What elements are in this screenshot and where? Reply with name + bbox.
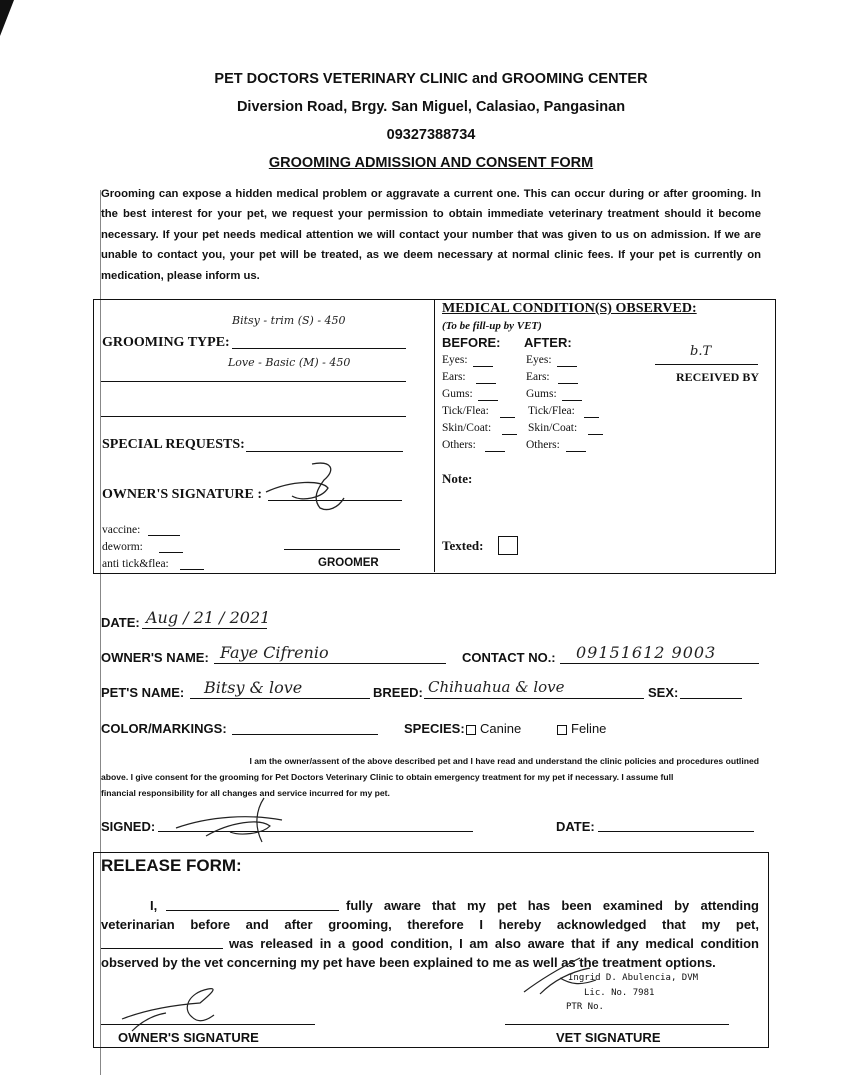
owner-signature-scribble: [262, 458, 362, 518]
after-tick: Tick/Flea:: [528, 405, 575, 417]
after-ears-line[interactable]: [558, 383, 578, 384]
note-label: Note:: [442, 471, 473, 486]
after-label: AFTER:: [524, 335, 572, 350]
clinic-name: PET DOCTORS VETERINARY CLINIC and GROOMING CENTER: [214, 71, 648, 87]
release-name-line[interactable]: [166, 910, 339, 911]
grooming-entry-2: Love - Basic (M) - 450: [228, 356, 351, 369]
vaccine-line[interactable]: [148, 535, 180, 536]
consent-line-2: above. I give consent for the grooming for Pet Doctors Veterinary Clinic to obtain emergency treatment for my pet if necessary. I assume full: [101, 772, 674, 782]
owner-signature-label: OWNER'S SIGNATURE :: [102, 487, 262, 502]
consent-line-3: financial responsibility for all changes and service incurred for my pet.: [101, 788, 390, 798]
anti-tick-line[interactable]: [180, 569, 204, 570]
after-eyes-line[interactable]: [557, 366, 577, 367]
pet-name-value: Bitsy & love: [204, 678, 303, 697]
medical-subtitle: (To be fill-up by VET): [442, 320, 542, 332]
groomer-signature-line[interactable]: [284, 549, 400, 550]
before-others: Others:: [442, 439, 476, 451]
before-eyes-line[interactable]: [473, 366, 493, 367]
grooming-type-line[interactable]: [232, 348, 406, 349]
anti-tick-label: anti tick&flea:: [102, 558, 169, 570]
received-by-value: b.T: [690, 344, 712, 359]
release-title: RELEASE FORM:: [101, 856, 242, 875]
after-skin-line[interactable]: [588, 434, 603, 435]
texted-checkbox[interactable]: [498, 536, 518, 555]
release-pet-line[interactable]: [101, 948, 223, 949]
consent-line-1: I am the owner/assent of the above described pet and I have read and understand the clinic policies and procedures outlined: [249, 756, 759, 766]
before-ears-line[interactable]: [476, 383, 496, 384]
pet-name-line[interactable]: [190, 698, 370, 699]
vaccine-label: vaccine:: [102, 524, 141, 536]
after-others: Others:: [526, 439, 560, 451]
release-line-4: observed by the vet concerning my pet have been explained to me as well as the treatment options.: [101, 955, 716, 970]
date-value: Aug / 21 / 2021: [146, 608, 271, 627]
before-skin: Skin/Coat:: [442, 422, 492, 434]
after-eyes: Eyes:: [526, 354, 552, 366]
consent-date-label: DATE:: [556, 819, 595, 834]
groomer-label: GROOMER: [318, 557, 379, 569]
release-owner-line[interactable]: [101, 1024, 315, 1025]
consent-date-line[interactable]: [598, 831, 754, 832]
deworm-label: deworm:: [102, 541, 143, 553]
scan-corner-mark: [0, 0, 20, 40]
medical-title: MEDICAL CONDITION(S) OBSERVED:: [442, 301, 697, 316]
special-requests-label: SPECIAL REQUESTS:: [102, 437, 245, 452]
species-feline-label: Feline: [571, 721, 607, 736]
sex-label: SEX:: [648, 685, 679, 700]
release-line-3-post: was released in a good condition, I am also aware that if any medical condition: [229, 936, 759, 951]
before-others-line[interactable]: [485, 451, 505, 452]
contact-value: 09151612 9003: [576, 643, 717, 662]
date-line[interactable]: [142, 628, 267, 629]
before-tick: Tick/Flea:: [442, 405, 489, 417]
signed-label: SIGNED:: [101, 819, 156, 834]
special-requests-line[interactable]: [246, 451, 403, 452]
contact-label: CONTACT NO.:: [462, 650, 556, 665]
vet-name: Ingrid D. Abulencia, DVM: [568, 973, 699, 983]
received-by-label: RECEIVED BY: [676, 370, 760, 384]
breed-label: BREED:: [373, 685, 423, 700]
clinic-address: Diversion Road, Brgy. San Miguel, Calasiao, Pangasinan: [236, 99, 626, 115]
release-vet-label: VET SIGNATURE: [556, 1030, 661, 1045]
before-gums: Gums:: [442, 388, 473, 400]
after-gums: Gums:: [526, 388, 557, 400]
deworm-line[interactable]: [159, 552, 183, 553]
contact-line[interactable]: [560, 663, 759, 664]
before-skin-line[interactable]: [502, 434, 517, 435]
received-by-line[interactable]: [655, 364, 758, 365]
after-ears: Ears:: [526, 371, 550, 383]
vet-lic: Lic. No. 7981: [584, 988, 655, 998]
grooming-extra-line-2[interactable]: [101, 416, 406, 417]
before-ears: Ears:: [442, 371, 466, 383]
form-title: GROOMING ADMISSION AND CONSENT FORM: [268, 155, 594, 171]
before-eyes: Eyes:: [442, 354, 468, 366]
after-others-line[interactable]: [566, 451, 586, 452]
vet-signature-scribble: [520, 950, 610, 1000]
box-divider: [434, 300, 435, 572]
clinic-phone: 09327388734: [386, 127, 476, 143]
release-owner-signature-scribble: [118, 985, 228, 1035]
species-label: SPECIES:: [404, 721, 465, 736]
species-feline-checkbox[interactable]: [557, 725, 567, 735]
date-label: DATE:: [101, 615, 140, 630]
before-label: BEFORE:: [442, 335, 501, 350]
vet-ptr: PTR No.: [566, 1002, 604, 1012]
texted-label: Texted:: [442, 538, 484, 553]
color-label: COLOR/MARKINGS:: [101, 721, 227, 736]
after-tick-line[interactable]: [584, 417, 599, 418]
owner-name-label: OWNER'S NAME:: [101, 650, 209, 665]
release-line-1-post: fully aware that my pet has been examined by attending: [346, 898, 759, 913]
intro-paragraph: Grooming can expose a hidden medical problem or aggravate a current one. This can occur during or after grooming. In the best interest for your pet, we request your permission to obtain immediate veterinary treatment should it become necessary. If your pet needs medical attention we will contact your number that was given to us on admission. If we are unable to contact you, your pet will be treated, as we deem necessary at normal clinic fees. If your pet is currently on medication, please inform us.: [101, 188, 761, 282]
release-line-2: veterinarian before and after grooming, therefore I hereby acknowledged that my pet,: [101, 917, 759, 932]
species-canine-checkbox[interactable]: [466, 725, 476, 735]
species-canine-label: Canine: [480, 721, 522, 736]
before-tick-line[interactable]: [500, 417, 515, 418]
release-vet-line[interactable]: [505, 1024, 729, 1025]
consent-signature-scribble: [170, 792, 310, 852]
pet-name-label: PET'S NAME:: [101, 685, 185, 700]
after-gums-line[interactable]: [562, 400, 582, 401]
release-line-1-pre: I,: [150, 898, 158, 913]
after-skin: Skin/Coat:: [528, 422, 578, 434]
grooming-extra-line-1[interactable]: [101, 381, 406, 382]
grooming-type-label: GROOMING TYPE:: [102, 335, 230, 350]
breed-value: Chihuahua & love: [428, 678, 565, 696]
sex-line[interactable]: [680, 698, 742, 699]
before-gums-line[interactable]: [478, 400, 498, 401]
owner-name-line[interactable]: [214, 663, 446, 664]
owner-name-value: Faye Cifrenio: [220, 643, 329, 662]
grooming-entry-1: Bitsy - trim (S) - 450: [232, 314, 346, 327]
color-line[interactable]: [232, 734, 378, 735]
release-owner-label: OWNER'S SIGNATURE: [118, 1030, 259, 1045]
breed-line[interactable]: [424, 698, 644, 699]
